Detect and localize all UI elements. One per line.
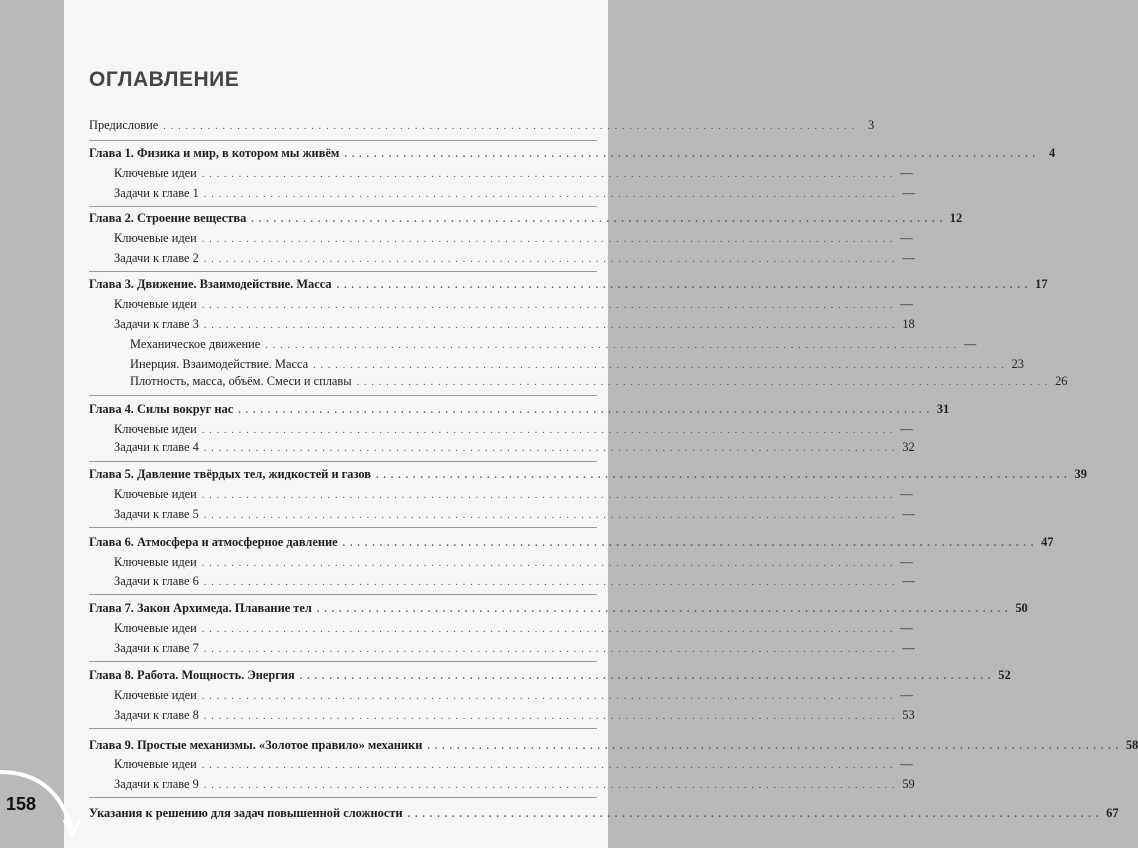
toc-page-number: —: [900, 487, 913, 501]
page-title: ОГЛАВЛЕНИЕ: [89, 68, 240, 91]
leader-dots: . . . . . . . . . . . . . . . . . . . . . . . . . . . . . . . . . . . . . . . . . . . . . . . . . . . . . . . . . . . . . . . . . . . . . . . . . . . . . . . . . . . . . . . . . . . . . .: [201, 234, 894, 245]
toc-label: Глава 3. Движение. Взаимодействие. Масса: [89, 277, 332, 291]
toc-page-number: —: [900, 231, 913, 245]
leader-dots: . . . . . . . . . . . . . . . . . . . . . . . . . . . . . . . . . . . . . . . . . . . . . . . . . . . . . . . . . . . . . . . . . . . . . . . . . . . . . . . . . . . . . . . . . . . . . .: [344, 149, 1037, 160]
book-page: [64, 0, 1138, 848]
toc-page-number: 67: [1106, 806, 1119, 820]
leader-dots: . . . . . . . . . . . . . . . . . . . . . . . . . . . . . . . . . . . . . . . . . . . . . . . . . . . . . . . . . . . . . . . . . . . . . . . . . . . . . . . . . . . . . . . . . . . . . .: [203, 443, 896, 454]
leader-dots: . . . . . . . . . . . . . . . . . . . . . . . . . . . . . . . . . . . . . . . . . . . . . . . . . . . . . . . . . . . . . . . . . . . . . . . . . . . . . . . . . . . . . . . . . . . . . .: [201, 300, 894, 311]
leader-dots: . . . . . . . . . . . . . . . . . . . . . . . . . . . . . . . . . . . . . . . . . . . . . . . . . . . . . . . . . . . . . . . . . . . . . . . . . . . . . . . . . . . . . . . . . . . . . .: [203, 644, 896, 655]
toc-entry-preface: [89, 116, 875, 134]
leader-dots: . . . . . . . . . . . . . . . . . . . . . . . . . . . . . . . . . . . . . . . . . . . . . . . . . . . . . . . . . . . . . . . . . . . . . . . . . . . . . . . . . . . . . . . . . . . . . .: [203, 510, 896, 521]
toc-entry-subsection: [130, 335, 977, 353]
toc-entry-chapter-3: [89, 275, 1048, 293]
toc-page-number: 53: [902, 708, 915, 722]
divider: [89, 594, 597, 595]
toc-entry-subsection: [130, 355, 1024, 373]
leader-dots: . . . . . . . . . . . . . . . . . . . . . . . . . . . . . . . . . . . . . . . . . . . . . . . . . . . . . . . . . . . . . . . . . . . . . . . . . . . . . . . . . . . . . . . . . . . . . .: [203, 711, 896, 722]
toc-label: Задачи к главе 8: [114, 708, 199, 722]
toc-page-number: 59: [902, 777, 915, 791]
toc-label: Предисловие: [89, 118, 159, 132]
toc-page-number: —: [902, 574, 915, 588]
toc-page-number: 12: [949, 211, 963, 225]
toc-entry-problems: [114, 249, 915, 267]
leader-dots: . . . . . . . . . . . . . . . . . . . . . . . . . . . . . . . . . . . . . . . . . . . . . . . . . . . . . . . . . . . . . . . . . . . . . . . . . . . . . . . . . . . . . . . . . . . . . .: [375, 470, 1068, 481]
toc-label: Глава 5. Давление твёрдых тел, жидкостей и газов: [89, 467, 371, 481]
leader-dots: . . . . . . . . . . . . . . . . . . . . . . . . . . . . . . . . . . . . . . . . . . . . . . . . . . . . . . . . . . . . . . . . . . . . . . . . . . . . . . . . . . . . . . . . . . . . . .: [313, 360, 1005, 371]
toc-entry-chapter-1: [89, 144, 1056, 162]
toc-label: Задачи к главе 3: [114, 317, 199, 331]
leader-dots: . . . . . . . . . . . . . . . . . . . . . . . . . . . . . . . . . . . . . . . . . . . . . . . . . . . . . . . . . . . . . . . . . . . . . . . . . . . . . . . . . . . . . . . . . . . . . .: [201, 169, 894, 180]
toc-page-number: —: [902, 186, 915, 200]
toc-entry-chapter-4: [89, 400, 950, 418]
toc-label: Глава 4. Силы вокруг нас: [89, 402, 234, 416]
toc-page-number: 32: [902, 440, 915, 454]
toc-entry-problems: [114, 315, 915, 333]
divider: [89, 395, 597, 396]
toc-label: Глава 9. Простые механизмы. «Золотое правило» механики: [89, 738, 423, 752]
toc-page-number: —: [900, 297, 913, 311]
divider: [89, 728, 597, 729]
toc-label: Ключевые идеи: [114, 166, 197, 180]
divider: [89, 797, 597, 798]
toc-page-number: —: [963, 337, 977, 351]
leader-dots: . . . . . . . . . . . . . . . . . . . . . . . . . . . . . . . . . . . . . . . . . . . . . . . . . . . . . . . . . . . . . . . . . . . . . . . . . . . . . . . . . . . . . . . . . . . . . .: [265, 340, 958, 351]
toc-label: Задачи к главе 5: [114, 507, 199, 521]
toc-entry-solution-hints: [89, 804, 1119, 822]
page-number: 158: [6, 794, 37, 814]
toc-entry-problems: [114, 706, 915, 724]
toc-entry-problems: [114, 505, 915, 523]
leader-dots: . . . . . . . . . . . . . . . . . . . . . . . . . . . . . . . . . . . . . . . . . . . . . . . . . . . . . . . . . . . . . . . . . . . . . . . . . . . . . . . . . . . . . . . . . . . . . .: [407, 809, 1100, 820]
leader-dots: . . . . . . . . . . . . . . . . . . . . . . . . . . . . . . . . . . . . . . . . . . . . . . . . . . . . . . . . . . . . . . . . . . . . . . . . . . . . . . . . . . . . . . . . . . . . . .: [203, 189, 896, 200]
toc-page-number: 17: [1035, 277, 1048, 291]
toc-label: Задачи к главе 4: [114, 440, 199, 454]
toc-page-number: 31: [936, 402, 950, 416]
toc-entry-problems: [114, 775, 915, 793]
toc-entry-problems: [114, 184, 915, 202]
toc-label: Механическое движение: [130, 337, 261, 351]
toc-label: Плотность, масса, объём. Смеси и сплавы: [130, 374, 352, 388]
toc-label: Глава 2. Строение вещества: [89, 211, 247, 225]
toc-page-number: 50: [1015, 601, 1028, 615]
toc-label: Инерция. Взаимодействие. Масса: [130, 357, 309, 371]
toc-label: Ключевые идеи: [114, 757, 197, 771]
toc-page-number: —: [900, 166, 913, 180]
toc-entry-chapter-2: [89, 209, 963, 227]
toc-entry-key-ideas: [114, 686, 913, 704]
toc-entry-chapter-7: [89, 599, 1028, 617]
toc-label: Ключевые идеи: [114, 422, 197, 436]
toc-page-number: 47: [1041, 535, 1054, 549]
leader-dots: . . . . . . . . . . . . . . . . . . . . . . . . . . . . . . . . . . . . . . . . . . . . . . . . . . . . . . . . . . . . . . . . . . . . . . . . . . . . . . . . . . . . . . . . . . . . . .: [201, 691, 894, 702]
toc-page-number: —: [900, 555, 913, 569]
divider: [89, 271, 597, 272]
divider: [89, 461, 597, 462]
divider: [89, 206, 597, 207]
divider: [89, 527, 597, 528]
leader-dots: . . . . . . . . . . . . . . . . . . . . . . . . . . . . . . . . . . . . . . . . . . . . . . . . . . . . . . . . . . . . . . . . . . . . . . . . . . . . . . . . . . . . . . . . . . . . . .: [203, 254, 896, 265]
toc-entry-subsection: [130, 372, 1068, 390]
toc-page-number: 4: [1049, 146, 1056, 160]
toc-entry-problems: [114, 438, 915, 456]
toc-entry-key-ideas: [114, 485, 913, 503]
toc-entry-chapter-6: [89, 533, 1054, 551]
toc-label: Глава 7. Закон Архимеда. Плавание тел: [89, 601, 312, 615]
toc-page-number: —: [900, 422, 913, 436]
toc-label: Ключевые идеи: [114, 621, 197, 635]
toc-label: Ключевые идеи: [114, 555, 197, 569]
toc-entry-chapter-9: [89, 736, 1138, 754]
toc-label: Глава 6. Атмосфера и атмосферное давление: [89, 535, 338, 549]
toc-label: Указания к решению для задач повышенной сложности: [89, 806, 403, 820]
toc-page-number: —: [902, 641, 915, 655]
toc-entry-problems: [114, 639, 915, 657]
toc-page-number: —: [900, 621, 913, 635]
leader-dots: . . . . . . . . . . . . . . . . . . . . . . . . . . . . . . . . . . . . . . . . . . . . . . . . . . . . . . . . . . . . . . . . . . . . . . . . . . . . . . . . . . . . . . . . . . . . . .: [203, 577, 896, 588]
leader-dots: . . . . . . . . . . . . . . . . . . . . . . . . . . . . . . . . . . . . . . . . . . . . . . . . . . . . . . . . . . . . . . . . . . . . . . . . . . . . . . . . . . . . . . . . . . . . . .: [251, 214, 944, 225]
leader-dots: . . . . . . . . . . . . . . . . . . . . . . . . . . . . . . . . . . . . . . . . . . . . . . . . . . . . . . . . . . . . . . . . . . . . . . . . . . . . . . . . . . . . . . . . . . . . . .: [201, 760, 894, 771]
leader-dots: . . . . . . . . . . . . . . . . . . . . . . . . . . . . . . . . . . . . . . . . . . . . . . . . . . . . . . . . . . . . . . . . . . . . . . . . . . . . . . . . . . . . . . . . . . . . . .: [427, 741, 1120, 752]
toc-entry-key-ideas: [114, 420, 913, 438]
toc-page-number: —: [900, 688, 913, 702]
toc-label: Задачи к главе 2: [114, 251, 199, 265]
leader-dots: . . . . . . . . . . . . . . . . . . . . . . . . . . . . . . . . . . . . . . . . . . . . . . . . . . . . . . . . . . . . . . . . . . . . . . . . . . . . . . . . . . . . . . . . . . . . . .: [163, 121, 856, 132]
toc-page-number: 3: [867, 118, 875, 132]
toc-label: Ключевые идеи: [114, 487, 197, 501]
toc-page-number: 52: [998, 668, 1011, 682]
leader-dots: . . . . . . . . . . . . . . . . . . . . . . . . . . . . . . . . . . . . . . . . . . . . . . . . . . . . . . . . . . . . . . . . . . . . . . . . . . . . . . . . . . . . . . . . . . . . . .: [342, 538, 1035, 549]
toc-page-number: 58: [1125, 738, 1138, 752]
toc-page-number: 26: [1055, 374, 1068, 388]
leader-dots: . . . . . . . . . . . . . . . . . . . . . . . . . . . . . . . . . . . . . . . . . . . . . . . . . . . . . . . . . . . . . . . . . . . . . . . . . . . . . . . . . . . . . . . . . . . . . .: [316, 604, 1009, 615]
toc-entry-chapter-8: [89, 666, 1011, 684]
toc-page-number: 39: [1074, 467, 1087, 481]
toc-entry-key-ideas: [114, 295, 913, 313]
leader-dots: . . . . . . . . . . . . . . . . . . . . . . . . . . . . . . . . . . . . . . . . . . . . . . . . . . . . . . . . . . . . . . . . . . . . . . . . . . . . . . . . . . . . . . . . . . . . . .: [356, 377, 1049, 388]
divider: [89, 140, 597, 141]
toc-entry-chapter-5: [89, 465, 1087, 483]
leader-dots: . . . . . . . . . . . . . . . . . . . . . . . . . . . . . . . . . . . . . . . . . . . . . . . . . . . . . . . . . . . . . . . . . . . . . . . . . . . . . . . . . . . . . . . . . . . . . .: [201, 558, 894, 569]
leader-dots: . . . . . . . . . . . . . . . . . . . . . . . . . . . . . . . . . . . . . . . . . . . . . . . . . . . . . . . . . . . . . . . . . . . . . . . . . . . . . . . . . . . . . . . . . . . . . .: [203, 780, 896, 791]
toc-entry-key-ideas: [114, 755, 913, 773]
toc-entry-key-ideas: [114, 164, 913, 182]
leader-dots: . . . . . . . . . . . . . . . . . . . . . . . . . . . . . . . . . . . . . . . . . . . . . . . . . . . . . . . . . . . . . . . . . . . . . . . . . . . . . . . . . . . . . . . . . . . . . .: [201, 624, 894, 635]
toc-label: Ключевые идеи: [114, 688, 197, 702]
leader-dots: . . . . . . . . . . . . . . . . . . . . . . . . . . . . . . . . . . . . . . . . . . . . . . . . . . . . . . . . . . . . . . . . . . . . . . . . . . . . . . . . . . . . . . . . . . . . . .: [201, 490, 894, 501]
toc-label: Задачи к главе 1: [114, 186, 199, 200]
toc-entry-key-ideas: [114, 619, 913, 637]
leader-dots: . . . . . . . . . . . . . . . . . . . . . . . . . . . . . . . . . . . . . . . . . . . . . . . . . . . . . . . . . . . . . . . . . . . . . . . . . . . . . . . . . . . . . . . . . . . . . .: [203, 320, 896, 331]
toc-page-number: 23: [1011, 357, 1024, 371]
leader-dots: . . . . . . . . . . . . . . . . . . . . . . . . . . . . . . . . . . . . . . . . . . . . . . . . . . . . . . . . . . . . . . . . . . . . . . . . . . . . . . . . . . . . . . . . . . . . . .: [201, 425, 894, 436]
divider: [89, 661, 597, 662]
toc-entry-problems: [114, 572, 915, 590]
toc-label: Глава 1. Физика и мир, в котором мы живём: [89, 146, 340, 160]
toc-label: Глава 8. Работа. Мощность. Энергия: [89, 668, 295, 682]
toc-page-number: —: [902, 251, 915, 265]
toc-label: Задачи к главе 7: [114, 641, 199, 655]
toc-page-number: —: [902, 507, 915, 521]
toc-page-number: —: [900, 757, 913, 771]
toc-label: Задачи к главе 9: [114, 777, 199, 791]
toc-entry-key-ideas: [114, 553, 913, 571]
leader-dots: . . . . . . . . . . . . . . . . . . . . . . . . . . . . . . . . . . . . . . . . . . . . . . . . . . . . . . . . . . . . . . . . . . . . . . . . . . . . . . . . . . . . . . . . . . . . . .: [238, 405, 931, 416]
leader-dots: . . . . . . . . . . . . . . . . . . . . . . . . . . . . . . . . . . . . . . . . . . . . . . . . . . . . . . . . . . . . . . . . . . . . . . . . . . . . . . . . . . . . . . . . . . . . . .: [336, 280, 1029, 291]
leader-dots: . . . . . . . . . . . . . . . . . . . . . . . . . . . . . . . . . . . . . . . . . . . . . . . . . . . . . . . . . . . . . . . . . . . . . . . . . . . . . . . . . . . . . . . . . . . . . .: [299, 671, 992, 682]
toc-label: Задачи к главе 6: [114, 574, 199, 588]
toc-label: Ключевые идеи: [114, 231, 197, 245]
toc-label: Ключевые идеи: [114, 297, 197, 311]
toc-page-number: 18: [902, 317, 915, 331]
toc-entry-key-ideas: [114, 229, 913, 247]
